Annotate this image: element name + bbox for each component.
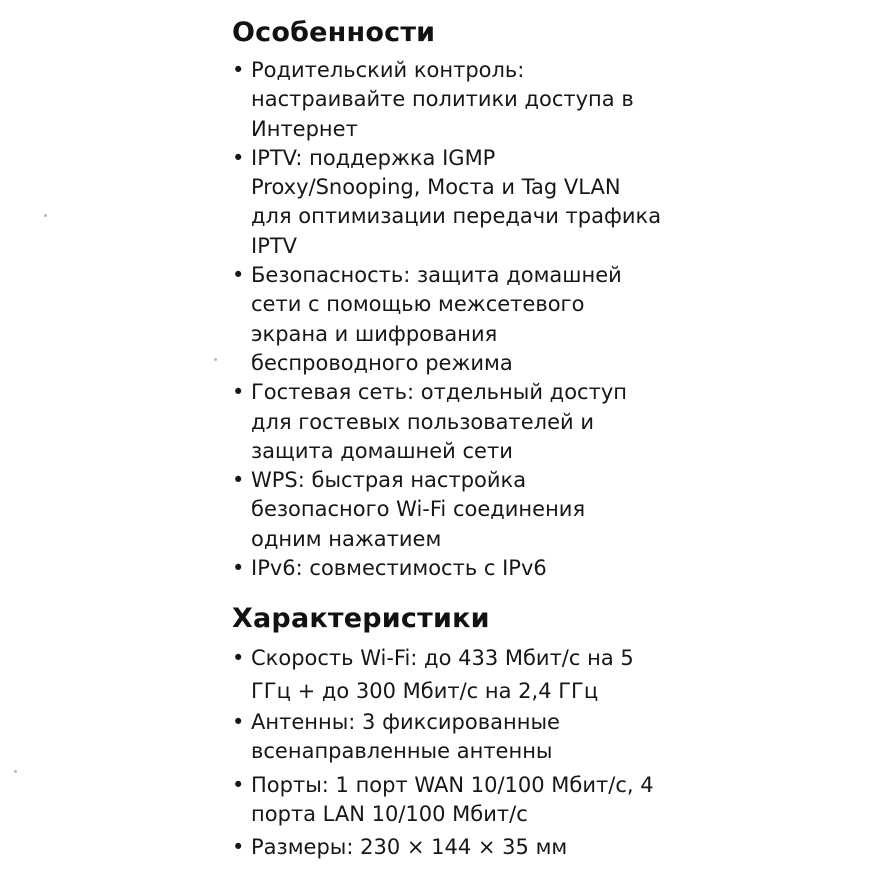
specs-heading: Характеристики bbox=[232, 603, 490, 634]
item-line: IPTV bbox=[251, 233, 298, 258]
bullet-icon: • bbox=[232, 263, 245, 288]
list-item bbox=[232, 56, 852, 144]
item-line: IPTV: поддержка IGMP bbox=[251, 145, 496, 170]
bullet-icon: • bbox=[232, 468, 245, 493]
features-section bbox=[232, 14, 852, 583]
item-line: WPS: быстрая настройка bbox=[251, 468, 527, 493]
item-line: Антенны: 3 фиксированные bbox=[251, 710, 560, 734]
item-line: порта LAN 10/100 Мбит/с bbox=[251, 801, 528, 826]
item-line: Интернет bbox=[251, 116, 358, 141]
item-line: сети с помощью межсетевого bbox=[251, 292, 585, 317]
bullet-icon: • bbox=[232, 772, 245, 797]
list-item bbox=[232, 261, 852, 378]
item-line: настраивайте политики доступа в bbox=[251, 87, 634, 112]
features-heading: Особенности bbox=[232, 17, 436, 48]
list-item bbox=[232, 466, 852, 554]
specs-section bbox=[232, 600, 852, 862]
list-item bbox=[232, 771, 852, 830]
list-item bbox=[232, 378, 852, 466]
item-line: беспроводного режима bbox=[251, 350, 513, 375]
item-line: защита домашней сети bbox=[251, 438, 513, 463]
item-line: для оптимизации передачи трафика bbox=[251, 204, 662, 229]
list-item bbox=[232, 833, 852, 862]
bullet-icon: • bbox=[232, 145, 245, 170]
list-item bbox=[232, 642, 852, 708]
item-line: Скорость Wi-Fi: до 433 Мбит/с на 5 bbox=[251, 646, 634, 670]
speck-mark bbox=[44, 214, 47, 217]
item-line: Гостевая сеть: отдельный доступ bbox=[251, 380, 627, 405]
item-line: всенаправленные антенны bbox=[251, 739, 553, 764]
item-line: экрана и шифрования bbox=[251, 321, 498, 346]
item-line: Безопасность: защита домашней bbox=[251, 263, 622, 288]
item-line: безопасного Wi-Fi соединения bbox=[251, 497, 586, 522]
speck-mark bbox=[214, 358, 217, 361]
bullet-icon: • bbox=[232, 710, 245, 734]
bullet-icon: • bbox=[232, 646, 245, 670]
speck-mark bbox=[14, 770, 17, 773]
bullet-icon: • bbox=[232, 58, 245, 82]
item-line: для гостевых пользователей и bbox=[251, 409, 594, 434]
list-item bbox=[232, 554, 852, 583]
list-item bbox=[232, 708, 852, 767]
bullet-icon: • bbox=[232, 380, 245, 405]
item-line: Proxy/Snooping, Моста и Tag VLAN bbox=[251, 175, 621, 200]
list-item bbox=[232, 144, 852, 261]
features-list bbox=[232, 56, 852, 583]
item-line: IPv6: совместимость с IPv6 bbox=[251, 556, 547, 581]
item-line: одним нажатием bbox=[251, 526, 442, 551]
item-line: Родительский контроль: bbox=[251, 58, 525, 82]
item-line: Порты: 1 порт WAN 10/100 Мбит/с, 4 bbox=[251, 772, 654, 797]
bullet-icon: • bbox=[232, 835, 245, 860]
item-line: ГГц + до 300 Мбит/с на 2,4 ГГц bbox=[251, 679, 599, 703]
item-line: Размеры: 230 × 144 × 35 мм bbox=[251, 835, 568, 860]
specs-list bbox=[232, 642, 852, 862]
bullet-icon: • bbox=[232, 556, 245, 581]
